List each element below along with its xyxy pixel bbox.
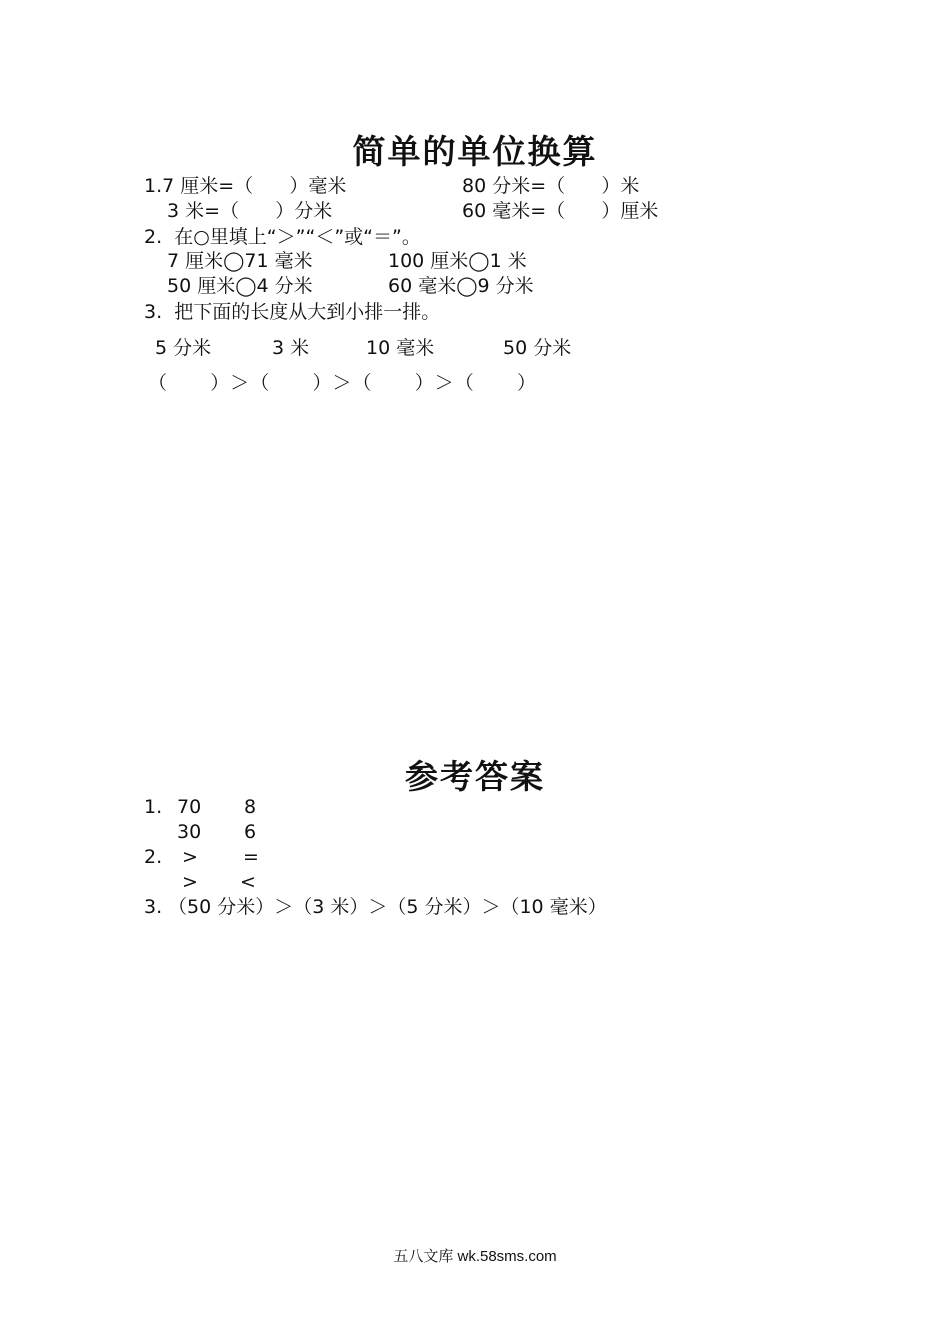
answer-1-r2c1: 30 <box>177 821 202 843</box>
q2-item-c: 50 厘米◯4 分米 <box>167 275 313 297</box>
q2-item-d: 60 毫米◯9 分米 <box>388 275 534 297</box>
q3-length-1: 5 分米 <box>155 337 212 359</box>
q1-item-c: 3 米=（ ）分米 <box>167 200 333 222</box>
q2-item-a: 7 厘米◯71 毫米 <box>167 250 313 272</box>
answer-2-r2c2: < <box>240 871 256 893</box>
answers-title: 参考答案 <box>405 757 545 796</box>
q1-item-a: 1.7 厘米=（ ）毫米 <box>144 175 347 197</box>
q3-length-4: 50 分米 <box>503 337 572 359</box>
answer-1-r2c2: 6 <box>244 821 257 843</box>
q3-length-2: 3 米 <box>272 337 310 359</box>
q3-length-3: 10 毫米 <box>366 337 435 359</box>
answer-3-number: 3. <box>144 896 163 918</box>
q3-answer-blanks: （ ）＞（ ）＞（ ）＞（ ） <box>148 372 537 394</box>
answer-2-r1c1: > <box>182 846 198 868</box>
answer-2-number: 2. <box>144 846 163 868</box>
answer-3-ranking: （50 分米）＞（3 米）＞（5 分米）＞（10 毫米） <box>168 896 607 918</box>
q2-item-b: 100 厘米◯1 米 <box>388 250 527 272</box>
worksheet-title: 简单的单位换算 <box>352 132 598 171</box>
footer-watermark: 五八文库 wk.58sms.com <box>393 1248 557 1265</box>
q2-instruction: 2. 在○里填上“＞”“＜”或“＝”。 <box>144 226 421 248</box>
answer-1-number: 1. <box>144 796 163 818</box>
answer-1-r1c1: 70 <box>177 796 202 818</box>
q3-instruction: 3. 把下面的长度从大到小排一排。 <box>144 301 441 323</box>
answer-2-r2c1: > <box>182 871 198 893</box>
q1-item-d: 60 毫米=（ ）厘米 <box>462 200 659 222</box>
q1-item-b: 80 分米=（ ）米 <box>462 175 640 197</box>
answer-2-r1c2: = <box>243 846 259 868</box>
answer-1-r1c2: 8 <box>244 796 257 818</box>
